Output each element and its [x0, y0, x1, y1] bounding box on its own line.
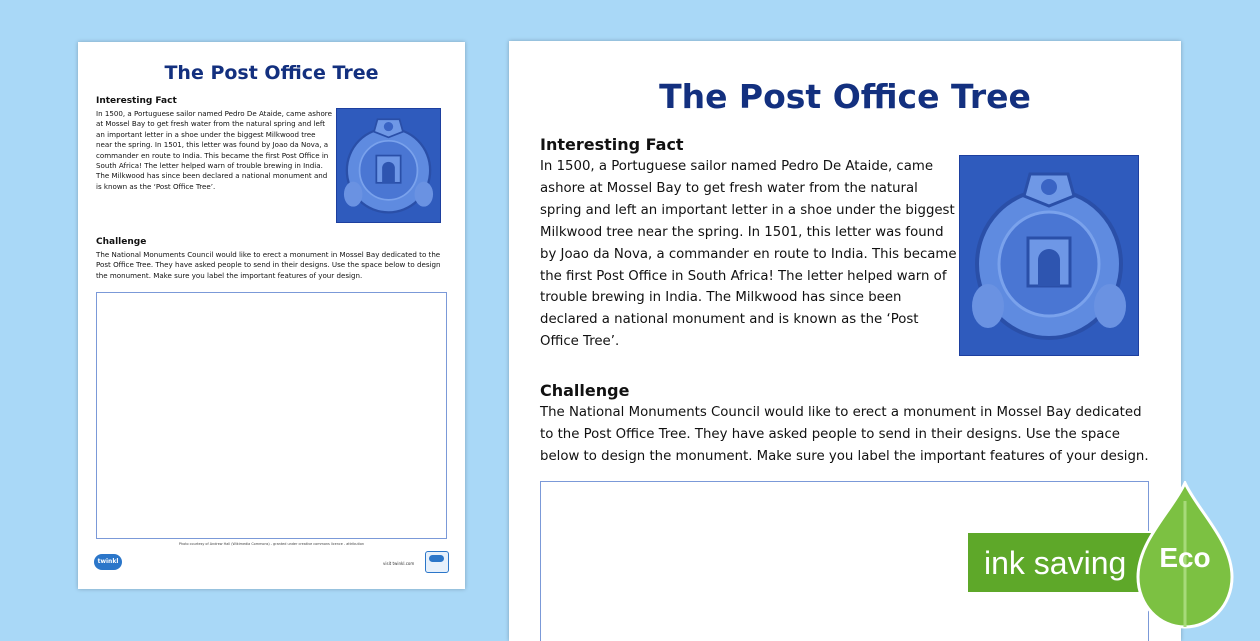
eco-label: Eco	[1159, 542, 1211, 573]
worksheet-footer	[78, 554, 465, 576]
fact-text: In 1500, a Portuguese sailor named Pedro De Ataide, came ashore at Mossel Bay to get fresh water from the natural spring and left an important letter in a shoe under the biggest Milkwood tree near the spring. In 1501, this letter was found by Joao da Nova, a commander en route to India. This became the first Post Office in South Africa! The letter helped warn of trouble brewing in India. The Milkwood has since been declared a national monument and is known as the ‘Post Office Tree’.	[96, 109, 332, 191]
footer-url: visit twinkl.com	[383, 561, 415, 566]
twinkl-badge-icon	[425, 551, 449, 573]
fact-heading: Interesting Fact	[96, 96, 177, 106]
page-title: The Post Office Tree	[659, 77, 1031, 116]
challenge-text: The National Monuments Council would like to erect a monument in Mossel Bay dedicated to the Post Office Tree. They have asked people to send in their designs. Use the space below to design the monument. Make sure you label the important features of your design.	[96, 250, 441, 280]
page-title: The Post Office Tree	[164, 62, 379, 84]
fact-heading: Interesting Fact	[540, 135, 684, 154]
plaque-photo	[336, 108, 441, 223]
design-space-box	[96, 292, 447, 539]
photo-credit: Photo courtesy of Andrew Hall (Wikimedia Commons) - granted under creative commons licence - attribution	[178, 542, 365, 546]
challenge-text: The National Monuments Council would like to erect a monument in Mossel Bay dedicated to the Post Office Tree. They have asked people to send in their designs. Use the space below to design the monument. Make sure you label the important features of your design.	[540, 405, 1149, 464]
plaque-photo	[959, 155, 1139, 356]
fact-text: In 1500, a Portuguese sailor named Pedro De Ataide, came ashore at Mossel Bay to get fresh water from the natural spring and left an important letter in a shoe under the biggest Milkwood tree near the spring. In 1501, this letter was found by Joao da Nova, a commander en route to India. This became the first Post Office in South Africa! The letter helped warn of trouble brewing in India. The Milkwood has since been declared a national monument and is known as the ‘Post Office Tree’.	[540, 159, 957, 350]
ink-saving-banner	[966, 531, 1159, 594]
challenge-heading: Challenge	[540, 381, 630, 400]
twinkl-logo: twinkl	[94, 554, 122, 570]
challenge-heading: Challenge	[96, 237, 147, 247]
ink-saving-label: ink saving	[984, 545, 1127, 581]
worksheet-preview-small	[78, 42, 465, 589]
